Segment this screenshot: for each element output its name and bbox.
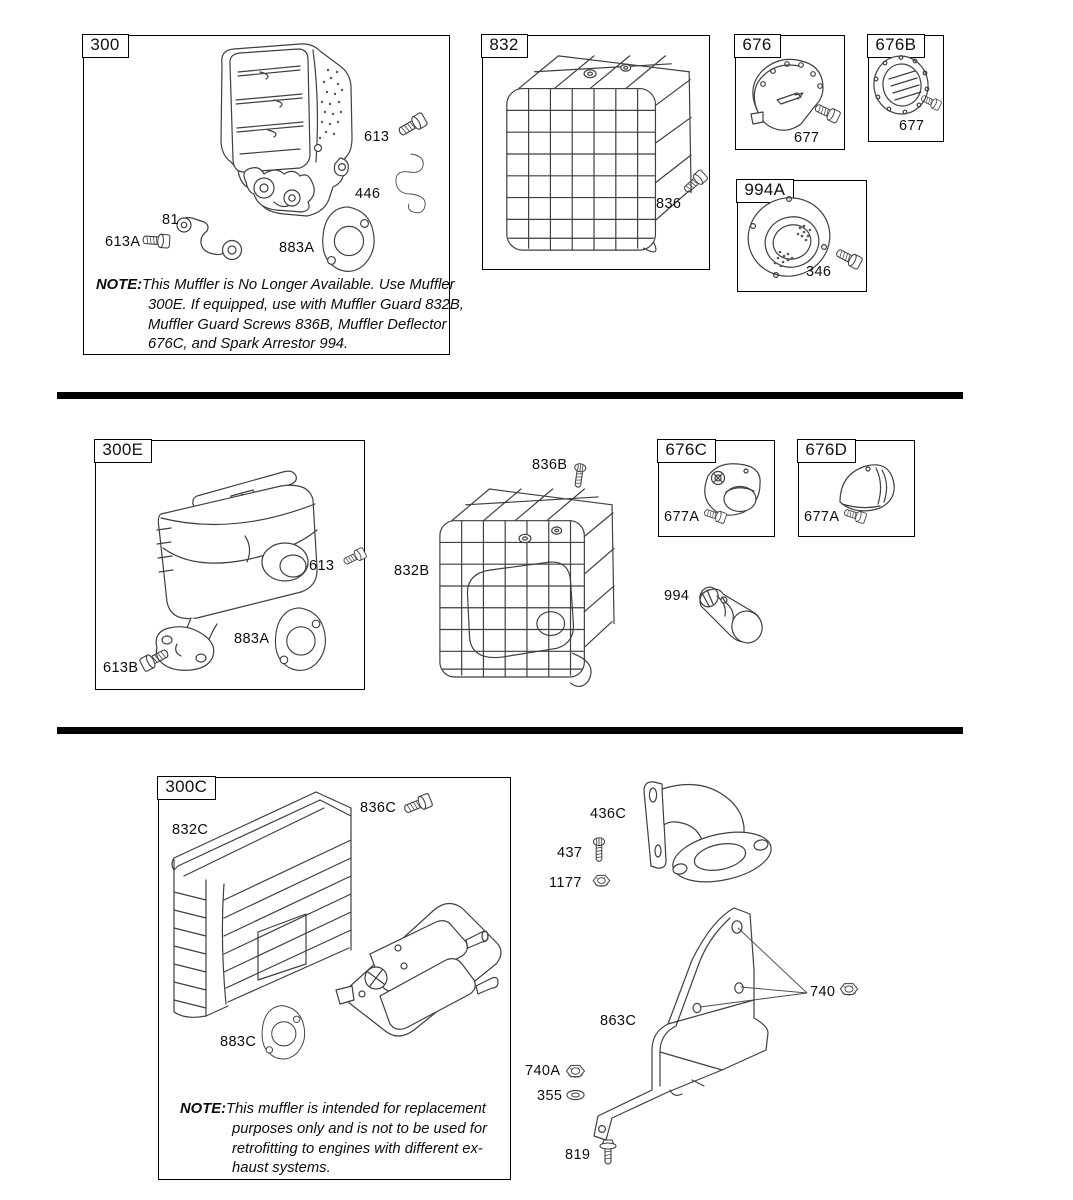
callout-832C: 832C <box>172 822 209 838</box>
deflector-676B-drawing <box>871 53 933 117</box>
callout-677A-d: 677A <box>804 509 840 525</box>
exhaust-elbow-436C-drawing <box>630 775 780 887</box>
callout-677-b: 677 <box>899 118 925 134</box>
note-300C <box>180 1100 495 1179</box>
nut-icon-740 <box>839 981 859 998</box>
note-300-line4: 676C, and Spark Arrestor 994. <box>148 336 349 353</box>
muffler-300C-drawing <box>318 890 508 1030</box>
gasket-883A-top-drawing <box>315 205 381 275</box>
callout-740A: 740A <box>525 1063 561 1079</box>
note-300-line2: 300E. If equipped, use with Muffler Guard 832B, <box>148 296 464 313</box>
box-676C-label: 676C <box>657 439 716 463</box>
callout-740: 740 <box>810 984 836 1000</box>
callout-1177: 1177 <box>549 875 582 891</box>
box-676-label: 676 <box>734 34 780 58</box>
callout-613-mid: 613 <box>309 558 335 574</box>
note-300-line3: Muffler Guard Screws 836B, Muffler Deflector <box>148 316 447 333</box>
gasket-883A-mid-drawing <box>268 606 332 674</box>
callout-613: 613 <box>364 129 390 145</box>
callout-819: 819 <box>565 1147 591 1163</box>
callout-446: 446 <box>355 186 381 202</box>
box-994A-label: 994A <box>736 179 794 203</box>
nut-icon-1177 <box>592 873 611 889</box>
washer-icon-355 <box>565 1088 586 1102</box>
section-separator-1 <box>57 392 963 399</box>
callout-832B: 832B <box>394 563 430 579</box>
callout-836B: 836B <box>532 457 568 473</box>
callout-355: 355 <box>537 1088 563 1104</box>
callout-883A-mid: 883A <box>234 631 270 647</box>
callout-613A: 613A <box>105 234 141 250</box>
section-separator-2 <box>57 727 963 734</box>
box-300E-label: 300E <box>94 439 152 463</box>
note-300C-line4: haust systems. <box>232 1160 331 1177</box>
note-300C-prefix: NOTE: <box>180 1101 227 1117</box>
note-300C-line2: purposes only and is not to be used for <box>232 1120 488 1137</box>
bracket-81-drawing <box>170 214 252 264</box>
box-300C-label: 300C <box>157 776 216 800</box>
callout-81: 81 <box>162 212 179 228</box>
box-300-label: 300 <box>82 34 128 58</box>
callout-883C: 883C <box>220 1034 257 1050</box>
callout-883A: 883A <box>279 240 315 256</box>
note-300 <box>96 276 464 355</box>
muffler-guard-832B-drawing <box>430 478 618 690</box>
deflector-676-drawing <box>743 54 831 138</box>
box-832-label: 832 <box>481 34 527 58</box>
callout-437: 437 <box>557 845 583 861</box>
note-300C-line1: This muffler is intended for replacement <box>226 1101 486 1117</box>
note-300C-line3: retrofitting to engines with different ex- <box>232 1140 483 1157</box>
bolt-icon-819 <box>599 1138 617 1168</box>
pointer-lines-740 <box>697 923 815 1013</box>
spark-arrestor-994-drawing <box>693 582 767 646</box>
muffler-guard-832-drawing <box>494 44 699 262</box>
callout-677A-c: 677A <box>664 509 700 525</box>
callout-436C: 436C <box>590 806 627 822</box>
callout-346: 346 <box>806 264 832 280</box>
callout-836: 836 <box>656 196 682 212</box>
callout-836C: 836C <box>360 800 397 816</box>
nut-icon-740A <box>565 1063 586 1080</box>
callout-613B: 613B <box>103 660 139 676</box>
callout-677-a: 677 <box>794 130 820 146</box>
screw-icon-437 <box>592 837 606 865</box>
callout-994: 994 <box>664 588 690 604</box>
box-676B-label: 676B <box>867 34 925 58</box>
note-300-prefix: NOTE: <box>96 277 143 293</box>
callout-863C: 863C <box>600 1013 637 1029</box>
box-676D-label: 676D <box>797 439 856 463</box>
note-300-line1: This Muffler is No Longer Available. Use Muffler <box>142 277 455 293</box>
gasket-883C-drawing <box>258 1004 308 1062</box>
bolt-icon-613A <box>138 230 171 251</box>
wire-446-drawing <box>383 152 431 220</box>
